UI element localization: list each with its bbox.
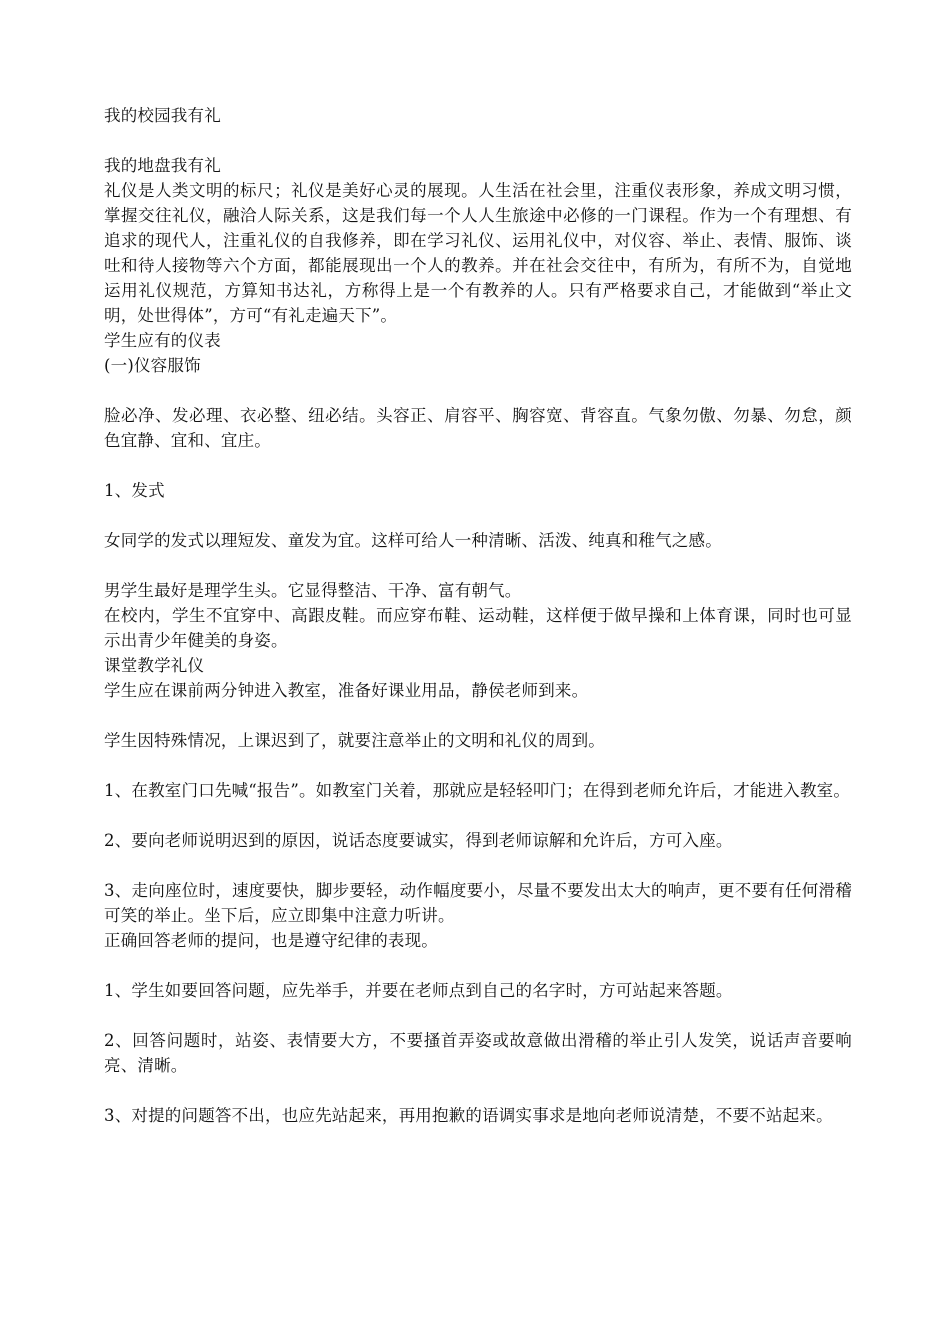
answer-item-2: 2、回答问题时，站姿、表情要大方，不要搔首弄姿或故意做出滑稽的举止引人发笑，说话声音要响亮、清晰。: [104, 1031, 852, 1075]
spacer: [104, 1078, 852, 1103]
late-item-1: 1、在教室门口先喊“报告”。如教室门关着，那就应是轻轻叩门；在得到老师允许后，才能进入教室。: [104, 781, 851, 800]
answer-item-1: 1、学生如要回答问题，应先举手，并要在老师点到自己的名字时，方可站起来答题。: [104, 981, 733, 1000]
hair-girls-paragraph: 女同学的发式以理短发、童发为宜。这样可给人一种清晰、活泼、纯真和稚气之感。: [104, 531, 722, 550]
appearance-subheading: (一)仪容服饰: [104, 356, 201, 375]
spacer: [104, 378, 852, 403]
spacer: [104, 1003, 852, 1028]
late-item-2: 2、要向老师说明迟到的原因，说话态度要诚实，得到老师谅解和允许后，方可入座。: [104, 831, 733, 850]
hair-boys-paragraph: 男学生最好是理学生头。它显得整洁、干净、富有朝气。: [104, 581, 522, 600]
late-item-3: 3、走向座位时，速度要快，脚步要轻，动作幅度要小，尽量不要发出太大的响声，更不要有任何滑稽可笑的举止。坐下后，应立即集中注意力听讲。: [104, 881, 852, 925]
spacer: [104, 703, 852, 728]
classroom-heading: 课堂教学礼仪: [104, 656, 205, 675]
spacer: [104, 753, 852, 778]
intro-paragraph: 礼仪是人类文明的标尺；礼仪是美好心灵的展现。人生活在社会里，注重仪表形象，养成文明习惯，掌握交往礼仪，融洽人际关系，这是我们每一个人人生旅途中必修的一门课程。作为一个有理想、有追求的现代人，注重礼仪的自我修养，即在学习礼仪、运用礼仪中，对仪容、举止、表情、服饰、谈吐和待人接物等六个方面，都能展现出一个人的教养。并在社会交往中，有所为，有所不为，自觉地运用礼仪规范，方算知书达礼，方称得上是一个有教养的人。只有严格要求自己，才能做到“举止文明，处世得体”，方可“有礼走遍天下”。: [104, 181, 852, 325]
section-title: 我的地盘我有礼: [104, 156, 221, 175]
spacer: [104, 953, 852, 978]
shoes-paragraph: 在校内，学生不宜穿中、高跟皮鞋。而应穿布鞋、运动鞋，这样便于做早操和上体育课，同时也可显示出青少年健美的身姿。: [104, 606, 852, 650]
spacer: [104, 553, 852, 578]
answer-intro-paragraph: 正确回答老师的提问，也是遵守纪律的表现。: [104, 931, 438, 950]
document-title: 我的校园我有礼: [104, 106, 221, 125]
classroom-intro-paragraph: 学生应在课前两分钟进入教室，准备好课业用品，静侯老师到来。: [104, 681, 589, 700]
document-page: [104, 103, 852, 1128]
spacer: [104, 453, 852, 478]
answer-item-3: 3、对提的问题答不出，也应先站起来，再用抱歉的语调实事求是地向老师说清楚，不要不站起来。: [104, 1106, 833, 1125]
spacer: [104, 503, 852, 528]
hair-heading: 1、发式: [104, 481, 165, 500]
appearance-paragraph: 脸必净、发必理、衣必整、纽必结。头容正、肩容平、胸容宽、背容直。气象勿傲、勿暴、勿怠，颜色宜静、宜和、宜庄。: [104, 406, 852, 450]
appearance-heading: 学生应有的仪表: [104, 331, 221, 350]
spacer: [104, 803, 852, 828]
late-intro-paragraph: 学生因特殊情况，上课迟到了，就要注意举止的文明和礼仪的周到。: [104, 731, 605, 750]
spacer: [104, 853, 852, 878]
spacer: [104, 128, 852, 153]
